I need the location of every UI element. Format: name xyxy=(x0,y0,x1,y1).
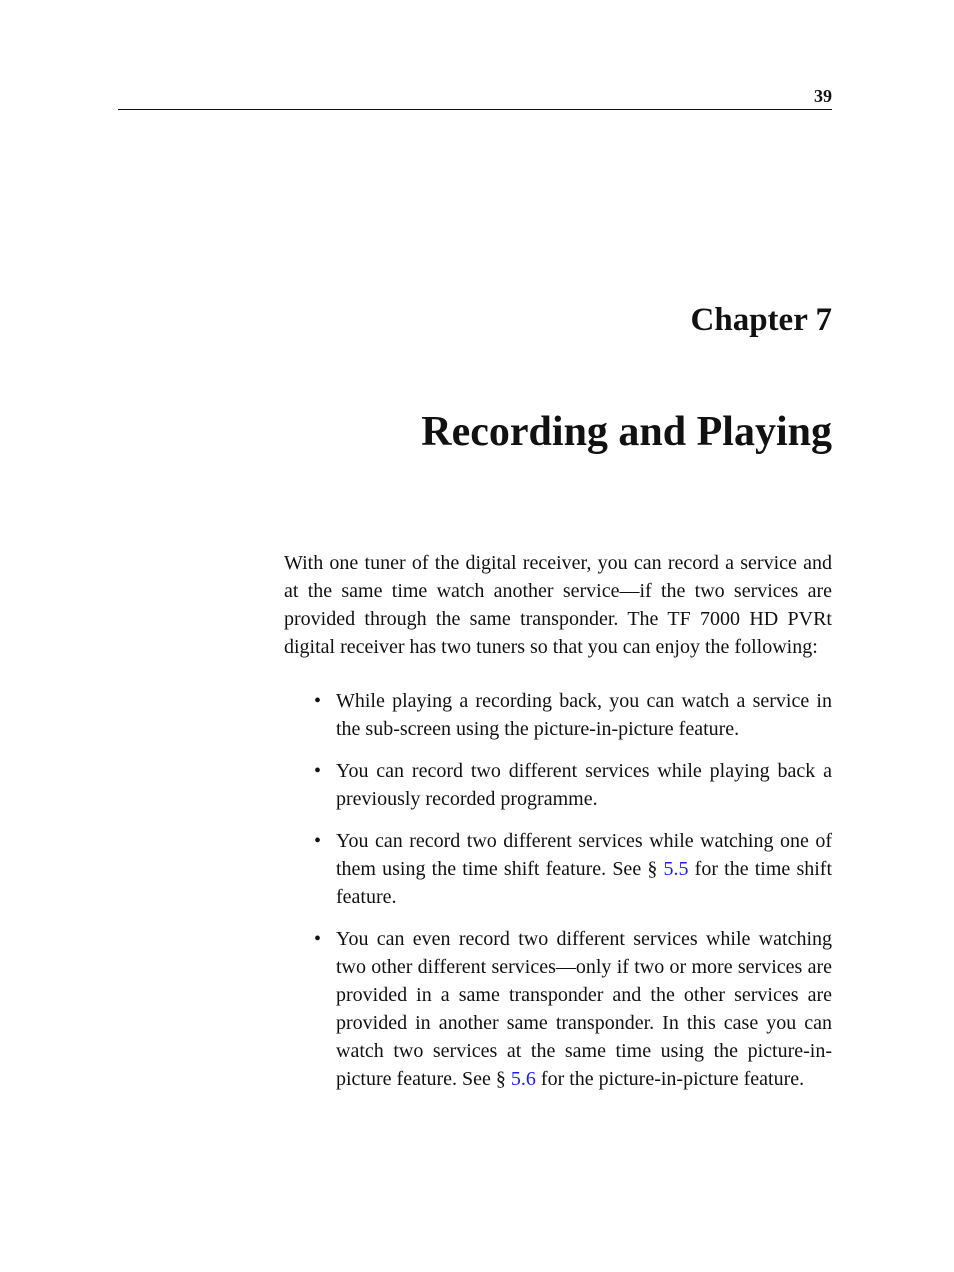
intro-paragraph: With one tuner of the digital receiver, you can record a service and at the same time watch another service—if the two services are provided through the same transponder. The TF 7000 HD PVRt digital receiver has two tuners so that you can enjoy the following: xyxy=(284,552,832,658)
page-number: 39 xyxy=(814,86,832,106)
section-link-5-6[interactable]: 5.6 xyxy=(510,1068,536,1090)
list-item xyxy=(314,757,832,813)
section-link-5-5[interactable]: 5.5 xyxy=(663,858,689,880)
chapter-title: Recording and Playing xyxy=(421,409,832,455)
list-item-text: While playing a recording back, you can watch a service in the sub-screen using the picture-in-picture feature. xyxy=(336,690,832,740)
chapter-label: Chapter 7 xyxy=(690,302,832,338)
list-item xyxy=(314,827,832,911)
header-rule xyxy=(118,109,832,110)
list-item-text: for the picture-in-picture feature. xyxy=(535,1068,805,1090)
bullet-icon: • xyxy=(314,830,322,852)
bullet-icon: • xyxy=(314,690,322,712)
list-item-text: for the time shift feature. xyxy=(336,858,832,908)
list-item-text: You can record two different services while watching one of them using the time shift feature. See § xyxy=(336,830,832,880)
list-item xyxy=(314,925,832,1093)
bullet-icon: • xyxy=(314,928,322,950)
list-item-text: You can record two different services while playing back a previously recorded programme. xyxy=(336,760,832,810)
list-item-text: You can even record two different services while watching two other different services—only if two or more services are provided in a same transponder and the other services are provided in another same transponder. In this case you can watch two services at the same time using the picture-in-picture feature. See § xyxy=(336,928,832,1090)
feature-list xyxy=(284,687,832,1093)
list-item xyxy=(314,687,832,743)
body-text xyxy=(284,549,832,1107)
bullet-icon: • xyxy=(314,760,322,782)
